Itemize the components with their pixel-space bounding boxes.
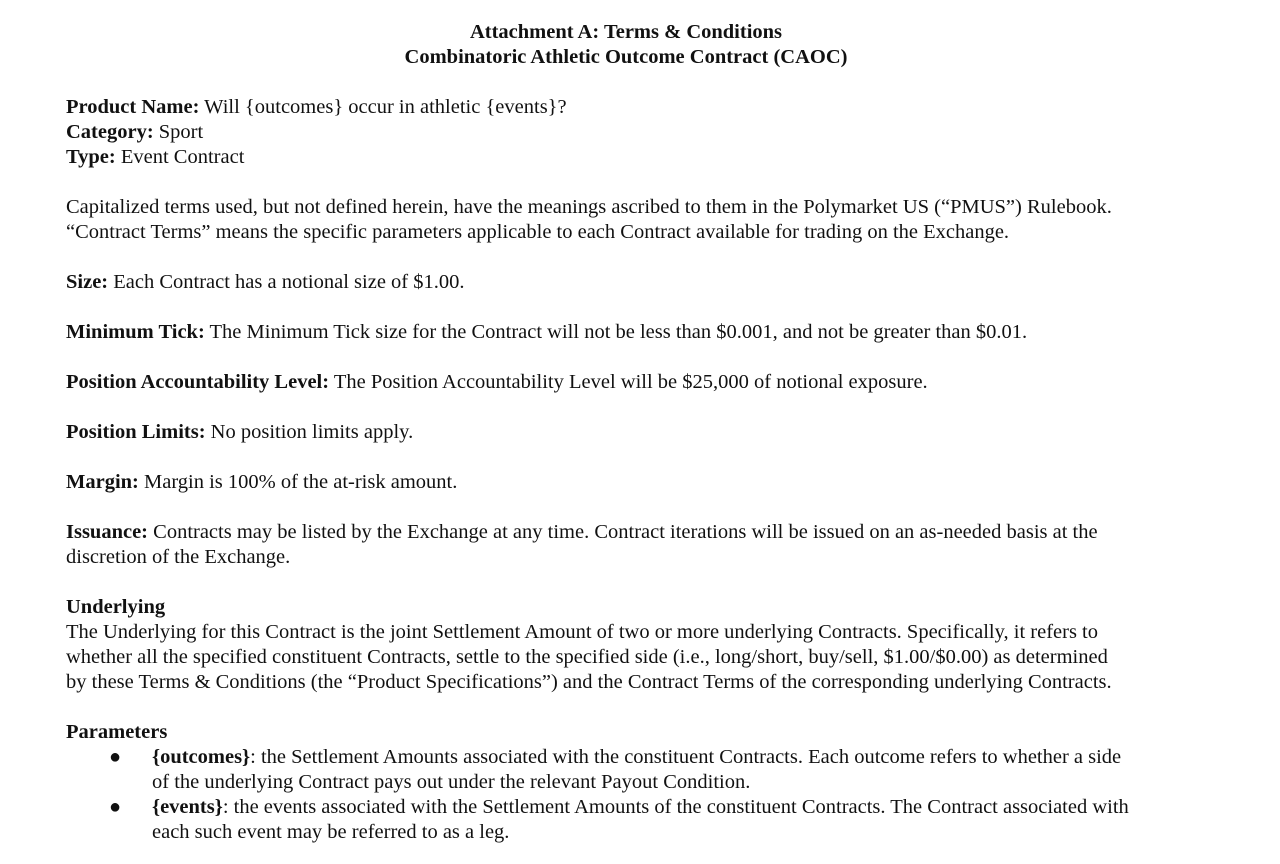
parameters-section <box>66 720 1200 845</box>
underlying-section <box>66 595 1200 695</box>
intro-paragraph <box>66 195 1200 245</box>
product-name-value: Will {outcomes} occur in athletic {events}? <box>199 96 567 118</box>
param-line-2: each such event may be referred to as a leg. <box>152 821 510 843</box>
min-tick-paragraph <box>66 320 1200 345</box>
min-tick-label: Minimum Tick: <box>66 321 205 343</box>
bullet-icon: ● <box>109 746 122 768</box>
position-limits-text: No position limits apply. <box>205 421 414 443</box>
param-line-1 <box>152 745 1200 770</box>
document-title <box>66 20 1200 70</box>
issuance-line-2: discretion of the Exchange. <box>66 546 291 568</box>
param-term: {outcomes} <box>152 746 251 768</box>
category-value: Sport <box>153 121 204 143</box>
margin-label: Margin: <box>66 471 139 493</box>
category-row <box>66 120 1200 145</box>
issuance-line-1 <box>66 520 1200 545</box>
margin-paragraph <box>66 470 1200 495</box>
issuance-paragraph <box>66 520 1200 570</box>
type-value: Event Contract <box>115 146 245 168</box>
bullet-icon: ● <box>109 796 122 818</box>
type-label: Type: <box>66 146 116 168</box>
min-tick-text: The Minimum Tick size for the Contract will not be less than $0.001, and not be greater than $0.01. <box>204 321 1028 343</box>
product-meta <box>66 95 1200 170</box>
type-row <box>66 145 1200 170</box>
issuance-label: Issuance: <box>66 521 149 543</box>
margin-text: Margin is 100% of the at-risk amount. <box>138 471 458 493</box>
position-limits-paragraph <box>66 420 1200 445</box>
underlying-line-3: by these Terms & Conditions (the “Product Specifications”) and the Contract Terms of the corresponding underlying Contracts. <box>66 671 1112 693</box>
size-paragraph <box>66 270 1200 295</box>
param-line-2: of the underlying Contract pays out under the relevant Payout Condition. <box>152 771 751 793</box>
param-term: {events} <box>152 796 223 818</box>
list-item <box>66 795 1200 845</box>
pal-paragraph <box>66 370 1200 395</box>
product-name-row <box>66 95 1200 120</box>
param-line-1 <box>152 795 1200 820</box>
product-name-label: Product Name: <box>66 96 200 118</box>
parameters-heading: Parameters <box>66 721 168 743</box>
title-line-1: Attachment A: Terms & Conditions <box>469 21 783 43</box>
issuance-text: Contracts may be listed by the Exchange at any time. Contract iterations will be issued on an as-needed basis at the <box>148 521 1098 543</box>
size-text: Each Contract has a notional size of $1.00. <box>108 271 465 293</box>
intro-line-2: “Contract Terms” means the specific parameters applicable to each Contract available for trading on the Exchange. <box>66 221 1010 243</box>
underlying-line-2: whether all the specified constituent Contracts, settle to the specified side (i.e., long/short, buy/sell, $1.00/$0.00) as determined <box>66 646 1108 668</box>
intro-line-1: Capitalized terms used, but not defined herein, have the meanings ascribed to them in the Polymarket US (“PMUS”) Rulebook. <box>66 196 1112 218</box>
parameters-list <box>66 745 1200 845</box>
param-desc: : the Settlement Amounts associated with the constituent Contracts. Each outcome refers to whether a side <box>250 746 1122 768</box>
position-limits-label: Position Limits: <box>66 421 206 443</box>
underlying-heading: Underlying <box>66 596 166 618</box>
size-label: Size: <box>66 271 109 293</box>
param-desc: : the events associated with the Settlement Amounts of the constituent Contracts. The Contract associated with <box>222 796 1129 818</box>
category-label: Category: <box>66 121 154 143</box>
pal-text: The Position Accountability Level will be $25,000 of notional exposure. <box>329 371 928 393</box>
underlying-line-1: The Underlying for this Contract is the joint Settlement Amount of two or more underlying Contracts. Specifically, it refers to <box>66 621 1098 643</box>
pal-label: Position Accountability Level: <box>66 371 330 393</box>
title-line-2: Combinatoric Athletic Outcome Contract (CAOC) <box>404 46 848 68</box>
list-item <box>66 745 1200 795</box>
